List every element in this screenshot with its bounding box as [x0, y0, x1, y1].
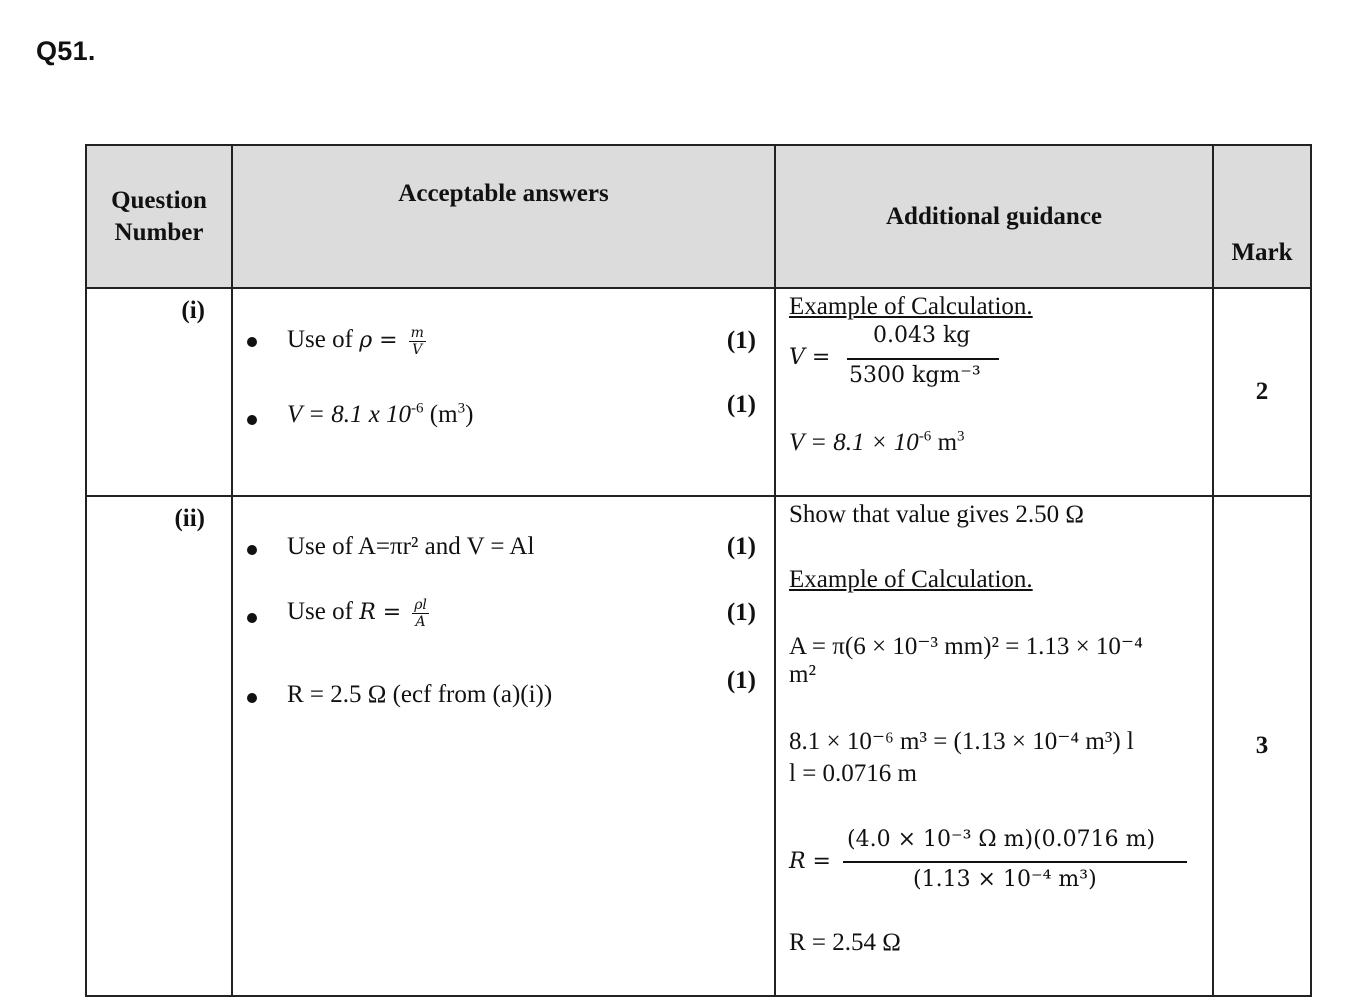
answer-item	[247, 667, 756, 721]
resistance-result: R = 2.54 Ω	[789, 929, 901, 956]
header-mark: Mark	[1213, 145, 1311, 288]
bullet-icon	[247, 693, 257, 703]
question-number: (i)	[86, 288, 232, 496]
answer-text: Use of ρ = $\frac{m}{V}$	[287, 325, 424, 358]
header-additional-guidance: Additional guidance	[775, 145, 1213, 288]
mark-value: 3	[1213, 496, 1311, 996]
header-row	[86, 145, 1311, 288]
bullet-icon	[247, 337, 257, 347]
guidance-heading: Example of Calculation.	[789, 293, 1033, 320]
guidance-cell	[775, 288, 1213, 496]
answer-mark: (1)	[726, 599, 756, 626]
guidance-note: Show that value gives 2.50 Ω	[789, 501, 1084, 528]
guidance-result: $V = 8.1 \times 10^{-6}$ $m^3$	[789, 428, 965, 456]
answer-item	[247, 597, 756, 641]
answer-text: Use of A=πr² and V = Al	[287, 533, 535, 560]
answer-item	[247, 325, 756, 365]
volume-calculation: V = 0.043 kg 5300 kgm⁻³	[789, 323, 1019, 393]
answer-text: V = 8.1 x $10^{-6}$ $(m^3)$	[287, 400, 474, 428]
acceptable-answers-cell	[232, 496, 775, 996]
answer-item	[247, 533, 756, 573]
fraction: $\frac{\rho l}{A}$	[414, 597, 427, 630]
answer-mark: (1)	[726, 533, 756, 560]
area-calculation: A = π(6 × 10⁻³ mm)² = 1.13 × 10⁻⁴	[789, 633, 1143, 660]
volume-equation: 8.1 × 10⁻⁶ m³ = (1.13 × 10⁻⁴ m³) l	[789, 728, 1134, 755]
mark-value: 2	[1213, 288, 1311, 496]
bullet-icon	[247, 415, 257, 425]
bullet-icon	[247, 613, 257, 623]
fraction: $\frac{m}{V}$	[410, 325, 424, 358]
area-calculation-unit: m²	[789, 661, 816, 688]
bullet-icon	[247, 545, 257, 555]
question-number: (ii)	[86, 496, 232, 996]
table-row	[86, 288, 1311, 496]
header-acceptable-answers: Acceptable answers	[232, 145, 775, 288]
acceptable-answers-cell	[232, 288, 775, 496]
length-result: l = 0.0716 m	[789, 760, 917, 787]
mark-scheme-table	[85, 144, 1312, 997]
resistance-calculation: R = (4.0 × 10⁻³ Ω m)(0.0716 m) (1.13 × 10⁻⁴ m³)	[789, 827, 1189, 907]
header-question-number: Question Number	[86, 145, 232, 288]
answer-mark: (1)	[726, 667, 756, 694]
answer-text: R = 2.5 Ω (ecf from (a)(i))	[287, 681, 553, 708]
answer-mark: (1)	[726, 327, 756, 354]
answer-mark: (1)	[726, 391, 756, 418]
question-title: Q51.	[36, 36, 96, 66]
answer-item	[247, 391, 756, 443]
answer-text: Use of R = $\frac{\rho l}{A}$	[287, 597, 427, 630]
guidance-heading: Example of Calculation.	[789, 566, 1033, 593]
guidance-cell	[775, 496, 1213, 996]
table-row	[86, 496, 1311, 996]
